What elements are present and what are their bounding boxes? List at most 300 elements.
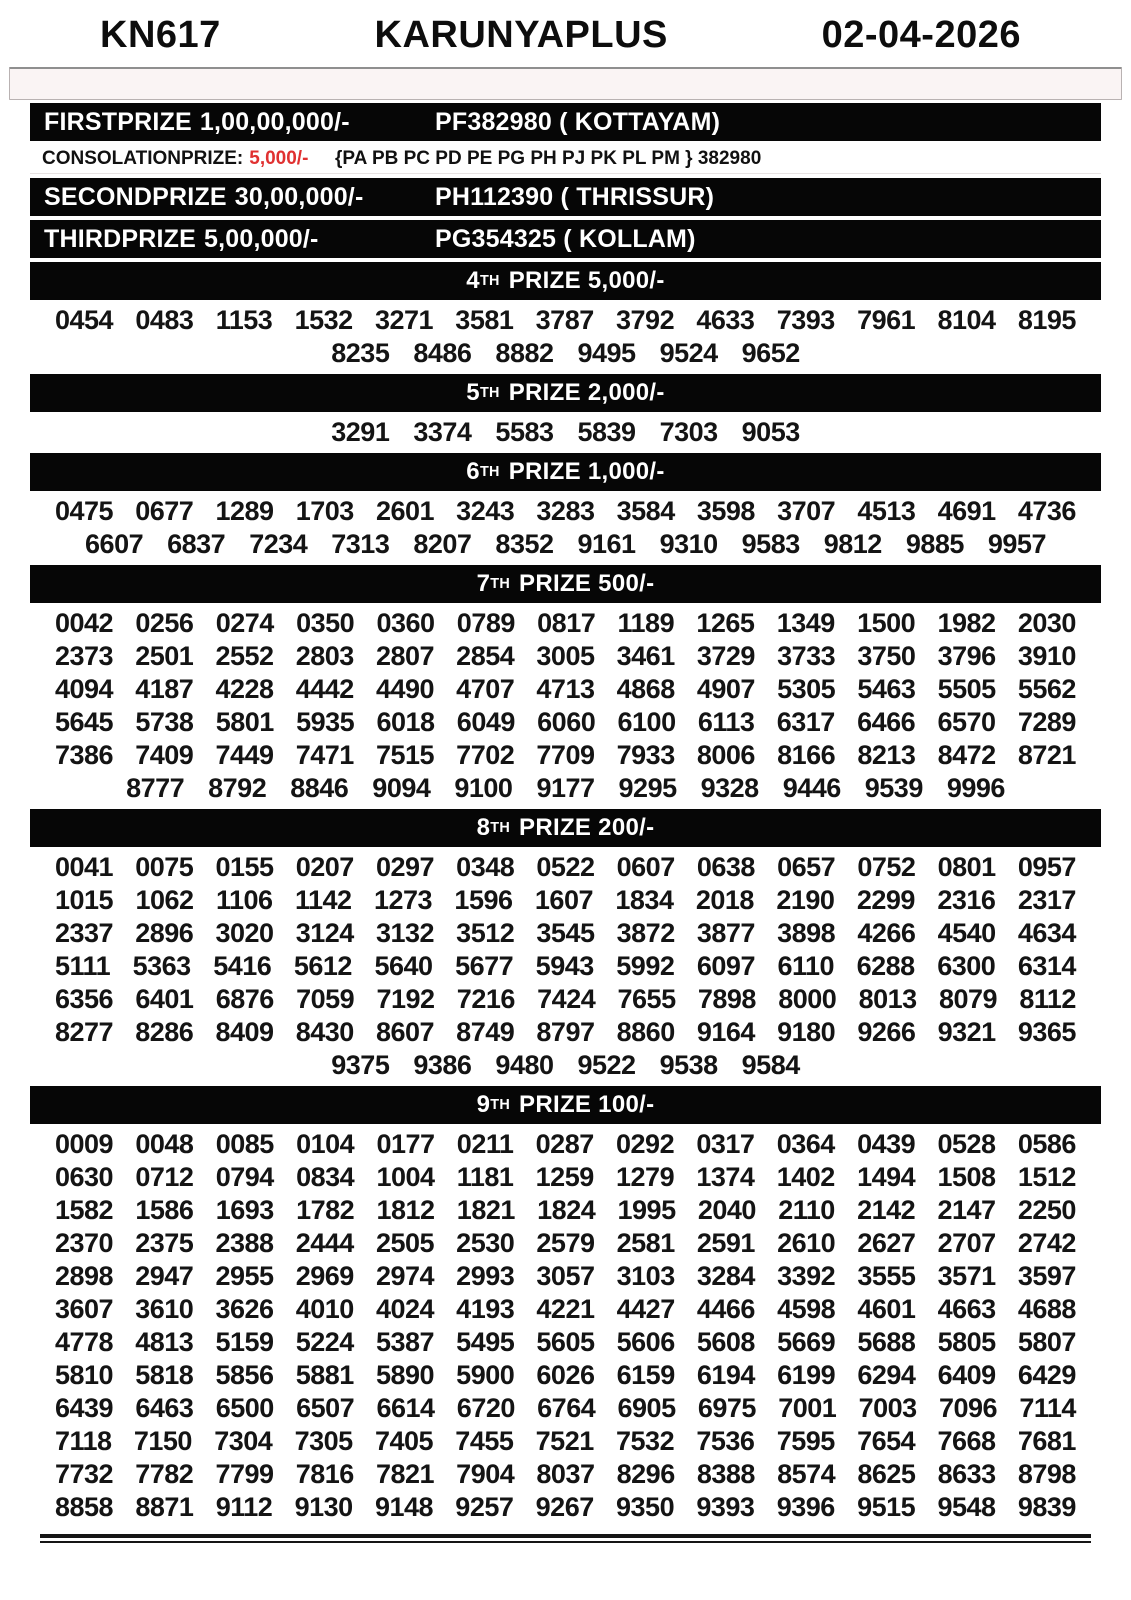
winning-number: 3597 xyxy=(1017,1261,1076,1291)
winning-number: 6764 xyxy=(537,1393,596,1423)
winning-number: 5810 xyxy=(55,1360,114,1390)
winning-number: 8574 xyxy=(777,1459,836,1489)
winning-number: 7961 xyxy=(857,305,916,335)
winning-number: 8296 xyxy=(616,1459,675,1489)
winning-number: 1142 xyxy=(294,885,352,915)
winning-number: 8797 xyxy=(536,1017,595,1047)
number-row xyxy=(30,1293,1101,1326)
winning-number: 2947 xyxy=(135,1261,194,1291)
winning-number: 1189 xyxy=(617,608,675,638)
winning-number: 2505 xyxy=(375,1228,435,1258)
winning-number: 8213 xyxy=(857,740,916,770)
winning-number: 8798 xyxy=(1017,1459,1076,1489)
winning-number: 6018 xyxy=(376,707,435,737)
winning-number: 5640 xyxy=(374,951,433,981)
number-row xyxy=(30,1049,1101,1082)
winning-number: 7536 xyxy=(696,1426,755,1456)
winning-number: 7118 xyxy=(55,1426,112,1456)
prize-section-6th xyxy=(30,453,1101,561)
winning-number: 6614 xyxy=(376,1393,435,1423)
second-prize-amount: 30,00,000/- xyxy=(234,182,364,211)
lottery-name: KARUNYAPLUS xyxy=(374,14,668,56)
winning-number: 6409 xyxy=(937,1360,996,1390)
winning-number: 7521 xyxy=(535,1426,594,1456)
winning-number: 2370 xyxy=(55,1228,114,1258)
winning-number: 4024 xyxy=(375,1294,435,1324)
winning-number: 9257 xyxy=(455,1492,514,1522)
winning-number: 7313 xyxy=(331,529,390,559)
winning-number: 0475 xyxy=(55,496,114,526)
winning-number: 4228 xyxy=(215,674,274,704)
number-row xyxy=(30,495,1101,528)
winning-number: 8079 xyxy=(938,984,998,1014)
winning-number: 3584 xyxy=(616,496,675,526)
winning-number: 1582 xyxy=(55,1195,114,1225)
winning-number: 6026 xyxy=(536,1360,595,1390)
winning-number: 6607 xyxy=(85,529,144,559)
winning-number: 1279 xyxy=(616,1162,675,1192)
winning-number: 0607 xyxy=(616,852,675,882)
winning-number: 9583 xyxy=(741,529,800,559)
winning-number: 7933 xyxy=(616,740,675,770)
number-row xyxy=(30,1016,1101,1049)
winning-number: 0817 xyxy=(537,608,596,638)
winning-number: 0957 xyxy=(1017,852,1076,882)
winning-number: 7816 xyxy=(295,1459,354,1489)
winning-number: 0439 xyxy=(857,1129,916,1159)
winning-number: 8721 xyxy=(1017,740,1076,770)
winning-number: 1062 xyxy=(135,885,194,915)
winning-number: 7702 xyxy=(456,740,515,770)
winning-number: 6876 xyxy=(215,984,274,1014)
winning-number: 3787 xyxy=(535,305,594,335)
winning-number: 7449 xyxy=(215,740,274,770)
winning-number: 2444 xyxy=(295,1228,354,1258)
winning-number: 0794 xyxy=(215,1162,274,1192)
winning-number: 9112 xyxy=(215,1492,273,1522)
number-row xyxy=(30,772,1101,805)
winning-number: 1821 xyxy=(456,1195,515,1225)
bottom-double-rule xyxy=(40,1534,1091,1543)
winning-number: 8388 xyxy=(696,1459,755,1489)
winning-number: 3005 xyxy=(536,641,595,671)
winning-number: 1004 xyxy=(376,1162,435,1192)
winning-number: 5612 xyxy=(293,951,352,981)
third-prize-ticket: PG354325 ( KOLLAM) xyxy=(435,224,696,253)
winning-number: 6317 xyxy=(776,707,835,737)
winning-number: 7732 xyxy=(55,1459,114,1489)
winning-number: 7799 xyxy=(215,1459,274,1489)
winning-number: 6905 xyxy=(617,1393,676,1423)
winning-number: 8625 xyxy=(857,1459,916,1489)
winning-number: 7289 xyxy=(1017,707,1076,737)
winning-number: 9094 xyxy=(372,773,431,803)
winning-number: 7386 xyxy=(55,740,114,770)
winning-number: 5935 xyxy=(296,707,355,737)
winning-number: 9996 xyxy=(946,773,1005,803)
winning-number: 4688 xyxy=(1017,1294,1076,1324)
winning-number: 6401 xyxy=(135,984,194,1014)
consolation-prize-row xyxy=(30,145,1101,174)
winning-number: 5495 xyxy=(456,1327,515,1357)
second-prize-ticket: PH112390 ( THRISSUR) xyxy=(435,182,715,211)
winning-number: 0586 xyxy=(1017,1129,1076,1159)
winning-number: 4221 xyxy=(536,1294,595,1324)
winning-number: 3898 xyxy=(777,918,836,948)
winning-number: 5890 xyxy=(375,1360,435,1390)
winning-number: 0075 xyxy=(135,852,194,882)
winning-number: 0207 xyxy=(295,852,354,882)
winning-number: 9539 xyxy=(864,773,923,803)
winning-number: 5856 xyxy=(215,1360,274,1390)
winning-number: 5583 xyxy=(495,417,554,447)
winning-number: 0360 xyxy=(376,608,435,638)
winning-number: 3607 xyxy=(55,1294,114,1324)
section-header-8th: 8 TH PRIZE 200/- xyxy=(30,809,1101,847)
number-row xyxy=(30,416,1101,449)
winning-number: 2030 xyxy=(1017,608,1076,638)
winning-number: 1834 xyxy=(615,885,674,915)
winning-number: 5645 xyxy=(55,707,114,737)
winning-number: 6100 xyxy=(617,707,676,737)
winning-number: 8195 xyxy=(1017,305,1076,335)
winning-number: 8430 xyxy=(295,1017,354,1047)
number-row xyxy=(30,739,1101,772)
winning-number: 0292 xyxy=(616,1129,675,1159)
winning-number: 7455 xyxy=(455,1426,514,1456)
winning-number: 9177 xyxy=(536,773,595,803)
winning-number: 7303 xyxy=(659,417,718,447)
winning-number: 1265 xyxy=(696,608,755,638)
first-prize-bar xyxy=(30,103,1101,141)
winning-number: 0085 xyxy=(215,1129,274,1159)
prize-section-7th xyxy=(30,565,1101,805)
winning-number: 3461 xyxy=(616,641,675,671)
winning-number: 1532 xyxy=(294,305,353,335)
third-prize-amount: 5,00,000/- xyxy=(204,224,319,253)
winning-number: 5818 xyxy=(135,1360,194,1390)
winning-number: 2375 xyxy=(135,1228,194,1258)
winning-number: 6113 xyxy=(697,707,755,737)
winning-number: 3571 xyxy=(937,1261,996,1291)
winning-number: 2854 xyxy=(456,641,515,671)
winning-number: 3598 xyxy=(696,496,755,526)
winning-number: 0041 xyxy=(55,852,114,882)
winning-number: 4707 xyxy=(456,674,515,704)
winning-number: 1508 xyxy=(937,1162,996,1192)
winning-number: 3291 xyxy=(331,417,390,447)
winning-number: 9522 xyxy=(577,1050,636,1080)
winning-number: 2388 xyxy=(215,1228,274,1258)
winning-number: 0287 xyxy=(535,1129,594,1159)
winning-number: 3581 xyxy=(455,305,514,335)
winning-number: 7409 xyxy=(135,740,194,770)
winning-number: 3392 xyxy=(777,1261,836,1291)
winning-number: 2337 xyxy=(55,918,114,948)
winning-number: 1374 xyxy=(696,1162,755,1192)
winning-number: 6194 xyxy=(696,1360,755,1390)
consolation-series: {PA PB PC PD PE PG PH PJ PK PL PM } 382980 xyxy=(335,148,762,169)
winning-number: 3750 xyxy=(857,641,916,671)
winning-number: 2373 xyxy=(55,641,114,671)
winning-number: 6060 xyxy=(537,707,596,737)
winning-number: 7192 xyxy=(376,984,435,1014)
winning-number: 9515 xyxy=(857,1492,916,1522)
winning-number: 0155 xyxy=(215,852,274,882)
section-header-7th: 7 TH PRIZE 500/- xyxy=(30,565,1101,603)
winning-number: 2898 xyxy=(55,1261,114,1291)
winning-number: 9812 xyxy=(823,529,882,559)
winning-number: 0522 xyxy=(536,852,595,882)
section-header-6th: 6 TH PRIZE 1,000/- xyxy=(30,453,1101,491)
winning-number: 8858 xyxy=(55,1492,114,1522)
number-row xyxy=(30,851,1101,884)
winning-number: 3512 xyxy=(456,918,515,948)
winning-number: 3284 xyxy=(696,1261,755,1291)
winning-number: 5111 xyxy=(55,951,111,981)
winning-number: 1289 xyxy=(215,496,274,526)
winning-number: 2803 xyxy=(295,641,354,671)
winning-number: 5801 xyxy=(215,707,274,737)
winning-number: 9180 xyxy=(777,1017,836,1047)
winning-number: 8235 xyxy=(331,338,390,368)
winning-number: 6356 xyxy=(55,984,114,1014)
winning-number: 7001 xyxy=(778,1393,837,1423)
winning-number: 3283 xyxy=(536,496,595,526)
winning-number: 6439 xyxy=(55,1393,114,1423)
winning-number: 9524 xyxy=(659,338,718,368)
winning-number: 9100 xyxy=(454,773,513,803)
winning-number: 1995 xyxy=(617,1195,676,1225)
winning-number: 1106 xyxy=(215,885,273,915)
winning-number: 8607 xyxy=(375,1017,435,1047)
prize-section-9th xyxy=(30,1086,1101,1524)
prize-section-8th xyxy=(30,809,1101,1082)
winning-number: 1812 xyxy=(376,1195,435,1225)
winning-number: 2190 xyxy=(776,885,835,915)
winning-number: 2955 xyxy=(215,1261,274,1291)
winning-number: 9267 xyxy=(535,1492,594,1522)
winning-number: 8166 xyxy=(777,740,836,770)
winning-number: 9375 xyxy=(331,1050,390,1080)
winning-number: 1693 xyxy=(215,1195,274,1225)
winning-number: 3792 xyxy=(616,305,675,335)
winning-number: 8777 xyxy=(126,773,185,803)
winning-number: 1494 xyxy=(857,1162,916,1192)
winning-number: 4598 xyxy=(777,1294,836,1324)
winning-number: 0752 xyxy=(857,852,916,882)
winning-number: 2250 xyxy=(1017,1195,1076,1225)
winning-number: 9161 xyxy=(577,529,636,559)
winning-number: 9548 xyxy=(937,1492,996,1522)
winning-number: 4193 xyxy=(456,1294,515,1324)
winning-number: 6110 xyxy=(777,951,835,981)
winning-number: 5992 xyxy=(616,951,675,981)
winning-number: 0297 xyxy=(375,852,435,882)
number-row xyxy=(30,1425,1101,1458)
winning-number: 4427 xyxy=(616,1294,675,1324)
winning-number: 9053 xyxy=(741,417,800,447)
winning-number: 8112 xyxy=(1019,984,1076,1014)
winning-number: 3729 xyxy=(696,641,755,671)
winning-number: 1607 xyxy=(534,885,593,915)
winning-number: 2530 xyxy=(456,1228,515,1258)
winning-number: 1982 xyxy=(937,608,996,638)
winning-number: 2807 xyxy=(375,641,435,671)
winning-number: 4490 xyxy=(375,674,435,704)
winning-number: 0274 xyxy=(215,608,274,638)
winning-number: 9350 xyxy=(616,1492,675,1522)
winning-number: 5159 xyxy=(215,1327,274,1357)
number-row xyxy=(30,1458,1101,1491)
winning-number: 8860 xyxy=(616,1017,675,1047)
winning-number: 9839 xyxy=(1017,1492,1076,1522)
winning-number: 1153 xyxy=(215,305,273,335)
winning-number: 1596 xyxy=(454,885,513,915)
winning-number: 4713 xyxy=(536,674,595,704)
prize-section-4th xyxy=(30,262,1101,370)
winning-number: 6159 xyxy=(616,1360,675,1390)
winning-number: 2742 xyxy=(1017,1228,1076,1258)
number-row xyxy=(30,1359,1101,1392)
blank-input-strip xyxy=(9,67,1122,100)
winning-number: 7515 xyxy=(375,740,435,770)
winning-number: 7405 xyxy=(374,1426,434,1456)
winning-number: 9584 xyxy=(741,1050,800,1080)
winning-number: 8633 xyxy=(937,1459,996,1489)
winning-number: 7655 xyxy=(617,984,676,1014)
winning-number: 1181 xyxy=(456,1162,514,1192)
winning-number: 1586 xyxy=(135,1195,194,1225)
winning-number: 5807 xyxy=(1017,1327,1076,1357)
winning-number: 7305 xyxy=(294,1426,353,1456)
number-row xyxy=(30,640,1101,673)
number-row xyxy=(30,1326,1101,1359)
winning-number: 0009 xyxy=(55,1129,114,1159)
winning-number: 6294 xyxy=(857,1360,916,1390)
winning-number: 8006 xyxy=(696,740,755,770)
winning-number: 1824 xyxy=(537,1195,596,1225)
winning-number: 4601 xyxy=(857,1294,916,1324)
winning-number: 3243 xyxy=(456,496,515,526)
winning-number: 3020 xyxy=(215,918,274,948)
winning-number: 5805 xyxy=(937,1327,996,1357)
number-row xyxy=(30,1194,1101,1227)
winning-number: 7898 xyxy=(697,984,756,1014)
winning-number: 4466 xyxy=(696,1294,755,1324)
winning-number: 0677 xyxy=(135,496,194,526)
winning-number: 4634 xyxy=(1017,918,1076,948)
first-prize-amount: 1,00,00,000/- xyxy=(199,107,350,136)
draw-code: KN617 xyxy=(100,14,221,56)
winning-number: 2993 xyxy=(456,1261,515,1291)
winning-number: 5606 xyxy=(616,1327,675,1357)
winning-number: 5688 xyxy=(857,1327,916,1357)
winning-number: 2018 xyxy=(695,885,754,915)
number-row xyxy=(30,607,1101,640)
winning-number: 2142 xyxy=(857,1195,916,1225)
second-prize-bar xyxy=(30,178,1101,216)
draw-date: 02-04-2026 xyxy=(821,14,1021,56)
number-row xyxy=(30,950,1101,983)
number-row xyxy=(30,337,1101,370)
winning-number: 4442 xyxy=(295,674,354,704)
winning-number: 2974 xyxy=(375,1261,435,1291)
winning-number: 9885 xyxy=(905,529,964,559)
winning-number: 7114 xyxy=(1019,1393,1076,1423)
winning-number: 4010 xyxy=(295,1294,354,1324)
winning-number: 3872 xyxy=(616,918,675,948)
winning-number: 2591 xyxy=(696,1228,755,1258)
winning-number: 9164 xyxy=(696,1017,755,1047)
winning-number: 9652 xyxy=(741,338,800,368)
winning-number: 3733 xyxy=(777,641,836,671)
winning-number: 8846 xyxy=(290,773,349,803)
winning-number: 3374 xyxy=(413,417,472,447)
winning-number: 6463 xyxy=(135,1393,194,1423)
winning-number: 8871 xyxy=(135,1492,194,1522)
winning-number: 5387 xyxy=(375,1327,435,1357)
number-row xyxy=(30,917,1101,950)
winning-number: 9446 xyxy=(782,773,841,803)
winning-number: 8486 xyxy=(413,338,472,368)
winning-number: 7782 xyxy=(135,1459,194,1489)
winning-number: 8352 xyxy=(495,529,554,559)
winning-number: 9365 xyxy=(1017,1017,1076,1047)
winning-number: 4868 xyxy=(616,674,675,704)
winning-number: 9538 xyxy=(659,1050,718,1080)
winning-number: 7003 xyxy=(858,1393,917,1423)
number-row xyxy=(30,1392,1101,1425)
winning-number: 4540 xyxy=(937,918,996,948)
winning-number: 0350 xyxy=(296,608,355,638)
winning-number: 7059 xyxy=(296,984,355,1014)
winning-number: 7668 xyxy=(937,1426,996,1456)
winning-number: 4907 xyxy=(696,674,755,704)
number-row xyxy=(30,1227,1101,1260)
winning-number: 5562 xyxy=(1017,674,1076,704)
winning-number: 8104 xyxy=(937,305,996,335)
winning-number: 8277 xyxy=(55,1017,114,1047)
winning-number: 2601 xyxy=(375,496,435,526)
winning-number: 0789 xyxy=(456,608,515,638)
winning-number: 6429 xyxy=(1017,1360,1076,1390)
winning-number: 9957 xyxy=(987,529,1046,559)
winning-number: 5881 xyxy=(295,1360,354,1390)
winning-number: 5677 xyxy=(455,951,514,981)
winning-number: 2969 xyxy=(295,1261,354,1291)
winning-number: 4813 xyxy=(135,1327,194,1357)
winning-number: 7654 xyxy=(857,1426,916,1456)
winning-number: 1402 xyxy=(776,1162,835,1192)
number-row xyxy=(30,304,1101,337)
winning-number: 0528 xyxy=(937,1129,996,1159)
winning-number: 8472 xyxy=(937,740,996,770)
number-row xyxy=(30,1491,1101,1524)
winning-number: 4094 xyxy=(55,674,114,704)
winning-number: 7532 xyxy=(616,1426,675,1456)
winning-number: 9148 xyxy=(374,1492,434,1522)
winning-number: 4691 xyxy=(937,496,996,526)
winning-number: 2896 xyxy=(135,918,194,948)
winning-number: 7821 xyxy=(375,1459,435,1489)
winning-number: 6975 xyxy=(697,1393,756,1423)
winning-number: 0630 xyxy=(55,1162,114,1192)
winning-number: 9321 xyxy=(937,1017,996,1047)
winning-number: 2552 xyxy=(215,641,274,671)
winning-number: 9295 xyxy=(618,773,677,803)
winning-number: 7424 xyxy=(537,984,596,1014)
